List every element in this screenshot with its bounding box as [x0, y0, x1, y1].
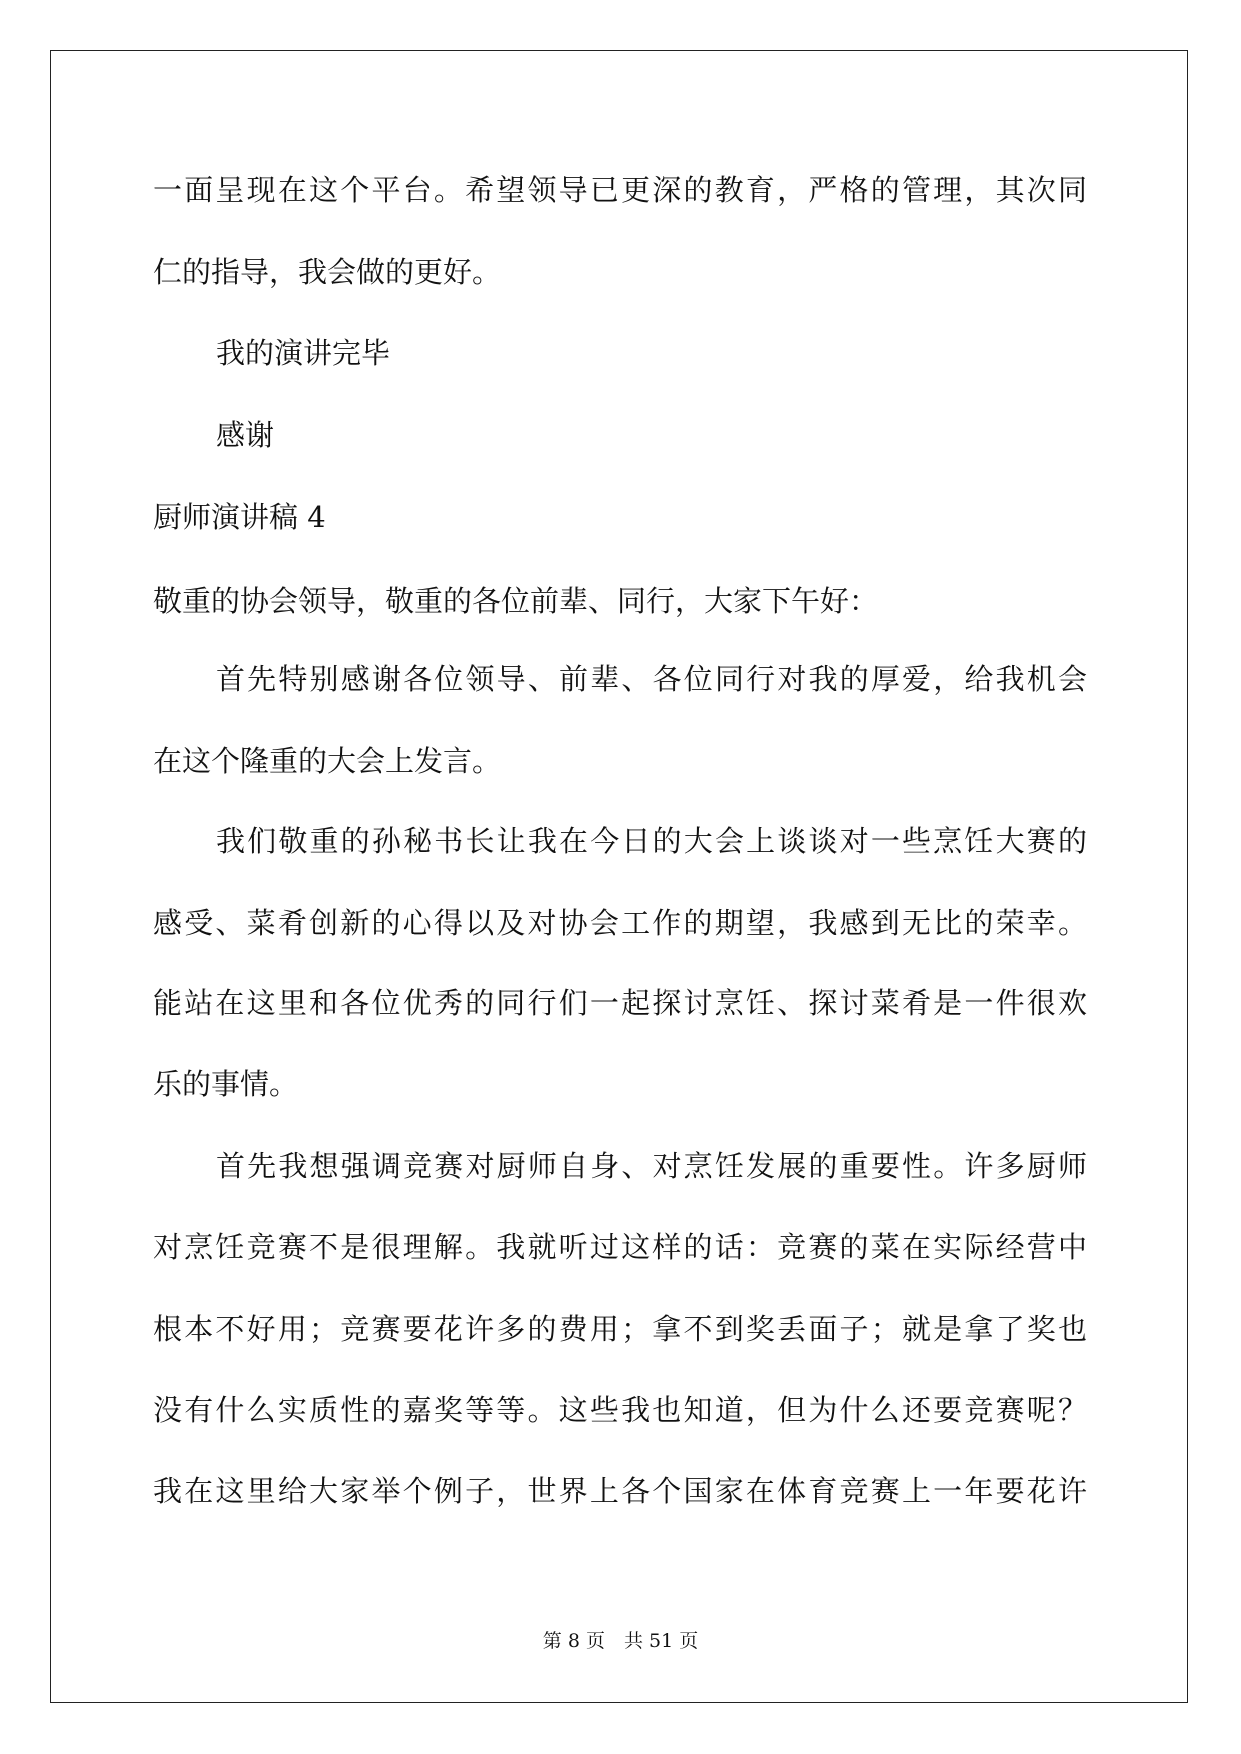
paragraph-line: 首先特别感谢各位领导、前辈、各位同行对我的厚爱，给我机会: [216, 662, 1087, 696]
paragraph-line: 仁的指导，我会做的更好。: [153, 255, 502, 289]
paragraph-line: 我们敬重的孙秘书长让我在今日的大会上谈谈对一些烹饪大赛的: [216, 824, 1087, 858]
salutation: 敬重的协会领导，敬重的各位前辈、同行，大家下午好：: [153, 584, 879, 618]
paragraph-line: 我的演讲完毕: [216, 336, 391, 370]
paragraph-line: 对烹饪竞赛不是很理解。我就听过这样的话：竞赛的菜在实际经营中: [153, 1230, 1087, 1264]
page-number-footer: 第 8 页 共 51 页: [542, 1630, 699, 1652]
paragraph-line: 首先我想强调竞赛对厨师自身、对烹饪发展的重要性。许多厨师: [216, 1149, 1087, 1183]
paragraph-line: 能站在这里和各位优秀的同行们一起探讨烹饪、探讨菜肴是一件很欢: [153, 986, 1087, 1020]
paragraph-line: 感受、菜肴创新的心得以及对协会工作的期望，我感到无比的荣幸。: [153, 906, 1087, 940]
paragraph-line: 没有什么实质性的嘉奖等等。这些我也知道，但为什么还要竞赛呢？: [153, 1393, 1087, 1427]
paragraph-line: 我在这里给大家举个例子，世界上各个国家在体育竞赛上一年要花许: [153, 1474, 1087, 1508]
paragraph-line: 在这个隆重的大会上发言。: [153, 744, 502, 778]
page-border: [50, 50, 1188, 1703]
paragraph-line: 根本不好用；竞赛要花许多的费用；拿不到奖丢面子；就是拿了奖也: [153, 1312, 1087, 1346]
paragraph-line: 乐的事情。: [153, 1067, 299, 1101]
paragraph-line: 一面呈现在这个平台。希望领导已更深的教育，严格的管理，其次同: [153, 173, 1087, 207]
paragraph-line: 感谢: [216, 418, 275, 452]
section-heading: 厨师演讲稿 4: [153, 500, 326, 534]
